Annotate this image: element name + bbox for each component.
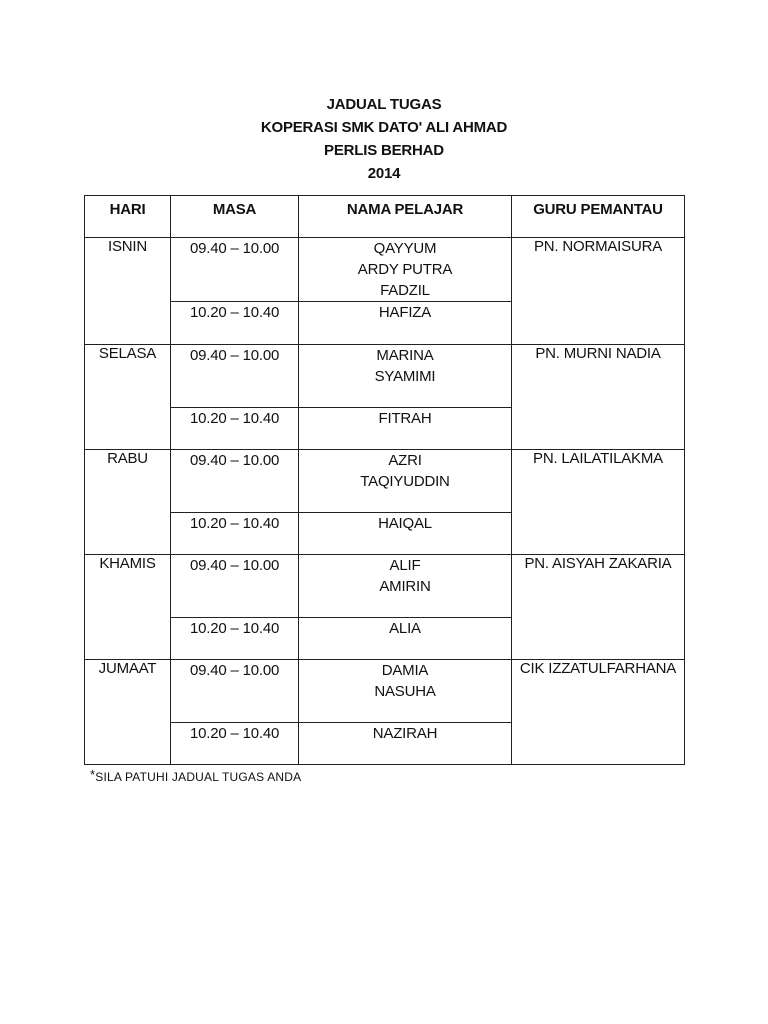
time-cell	[171, 450, 299, 513]
time-cell	[171, 345, 299, 408]
time-slot: 09.40 – 10.00	[190, 557, 280, 574]
student-names-cell	[299, 238, 512, 302]
supervising-teacher-cell: CIK IZZATULFARHANA	[512, 660, 685, 765]
student-name: FITRAH	[378, 410, 432, 427]
header-nama-pelajar: NAMA PELAJAR	[299, 196, 512, 238]
time-cell	[171, 555, 299, 618]
table-row	[85, 345, 685, 408]
student-names-cell	[299, 513, 512, 555]
time-slot: 09.40 – 10.00	[190, 240, 280, 257]
title-line-2: KOPERASI SMK DATO' ALI AHMAD	[260, 119, 508, 136]
student-name: AMIRIN	[379, 578, 431, 595]
student-name: TAQIYUDDIN	[360, 473, 450, 490]
footnote-text: SILA PATUHI JADUAL TUGAS ANDA	[95, 770, 302, 784]
time-slot: 09.40 – 10.00	[190, 347, 280, 364]
footnote-asterisk: *	[90, 767, 96, 782]
student-name: SYAMIMI	[374, 368, 436, 385]
time-cell	[171, 302, 299, 345]
student-name: MARINA	[376, 347, 434, 364]
table-header-row	[85, 196, 685, 238]
table-row	[85, 238, 685, 302]
supervising-teacher-cell: PN. NORMAISURA	[512, 238, 685, 345]
time-slot: 10.20 – 10.40	[190, 410, 280, 427]
table-row	[85, 660, 685, 723]
student-names-cell	[299, 618, 512, 660]
student-name: NASUHA	[374, 683, 436, 700]
time-slot: 09.40 – 10.00	[190, 662, 280, 679]
time-slot: 10.20 – 10.40	[190, 725, 280, 742]
time-cell	[171, 513, 299, 555]
student-names-cell	[299, 408, 512, 450]
footnote	[90, 767, 301, 784]
time-cell	[171, 408, 299, 450]
duty-roster-table	[84, 195, 685, 765]
student-names-cell	[299, 450, 512, 513]
student-name: FADZIL	[380, 282, 430, 299]
supervising-teacher-cell: PN. MURNI NADIA	[512, 345, 685, 450]
table-row	[85, 450, 685, 513]
header-hari: HARI	[85, 196, 171, 238]
student-name: HAIQAL	[378, 515, 432, 532]
day-cell: RABU	[85, 450, 171, 555]
student-name: QAYYUM	[373, 240, 437, 257]
time-cell	[171, 238, 299, 302]
student-name: AZRI	[388, 452, 422, 469]
student-name: ARDY PUTRA	[357, 261, 453, 278]
student-names-cell	[299, 660, 512, 723]
header-masa: MASA	[171, 196, 299, 238]
time-slot: 10.20 – 10.40	[190, 304, 280, 321]
day-cell: ISNIN	[85, 238, 171, 345]
document-title	[0, 93, 768, 185]
student-name: DAMIA	[381, 662, 429, 679]
student-names-cell	[299, 723, 512, 765]
student-name: HAFIZA	[378, 304, 432, 321]
title-line-1: JADUAL TUGAS	[326, 96, 442, 113]
time-cell	[171, 723, 299, 765]
day-cell: SELASA	[85, 345, 171, 450]
title-line-4: 2014	[367, 165, 401, 182]
supervising-teacher-cell: PN. LAILATILAKMA	[512, 450, 685, 555]
time-slot: 09.40 – 10.00	[190, 452, 280, 469]
header-guru-pemantau: GURU PEMANTAU	[512, 196, 685, 238]
time-cell	[171, 660, 299, 723]
time-slot: 10.20 – 10.40	[190, 515, 280, 532]
student-name: ALIF	[389, 557, 421, 574]
day-cell: KHAMIS	[85, 555, 171, 660]
table-body	[85, 238, 685, 765]
day-cell: JUMAAT	[85, 660, 171, 765]
student-names-cell	[299, 345, 512, 408]
supervising-teacher-cell: PN. AISYAH ZAKARIA	[512, 555, 685, 660]
student-names-cell	[299, 302, 512, 345]
student-name: ALIA	[389, 620, 421, 637]
table-row	[85, 555, 685, 618]
time-slot: 10.20 – 10.40	[190, 620, 280, 637]
student-name: NAZIRAH	[372, 725, 438, 742]
time-cell	[171, 618, 299, 660]
title-line-3: PERLIS BERHAD	[324, 142, 444, 159]
student-names-cell	[299, 555, 512, 618]
